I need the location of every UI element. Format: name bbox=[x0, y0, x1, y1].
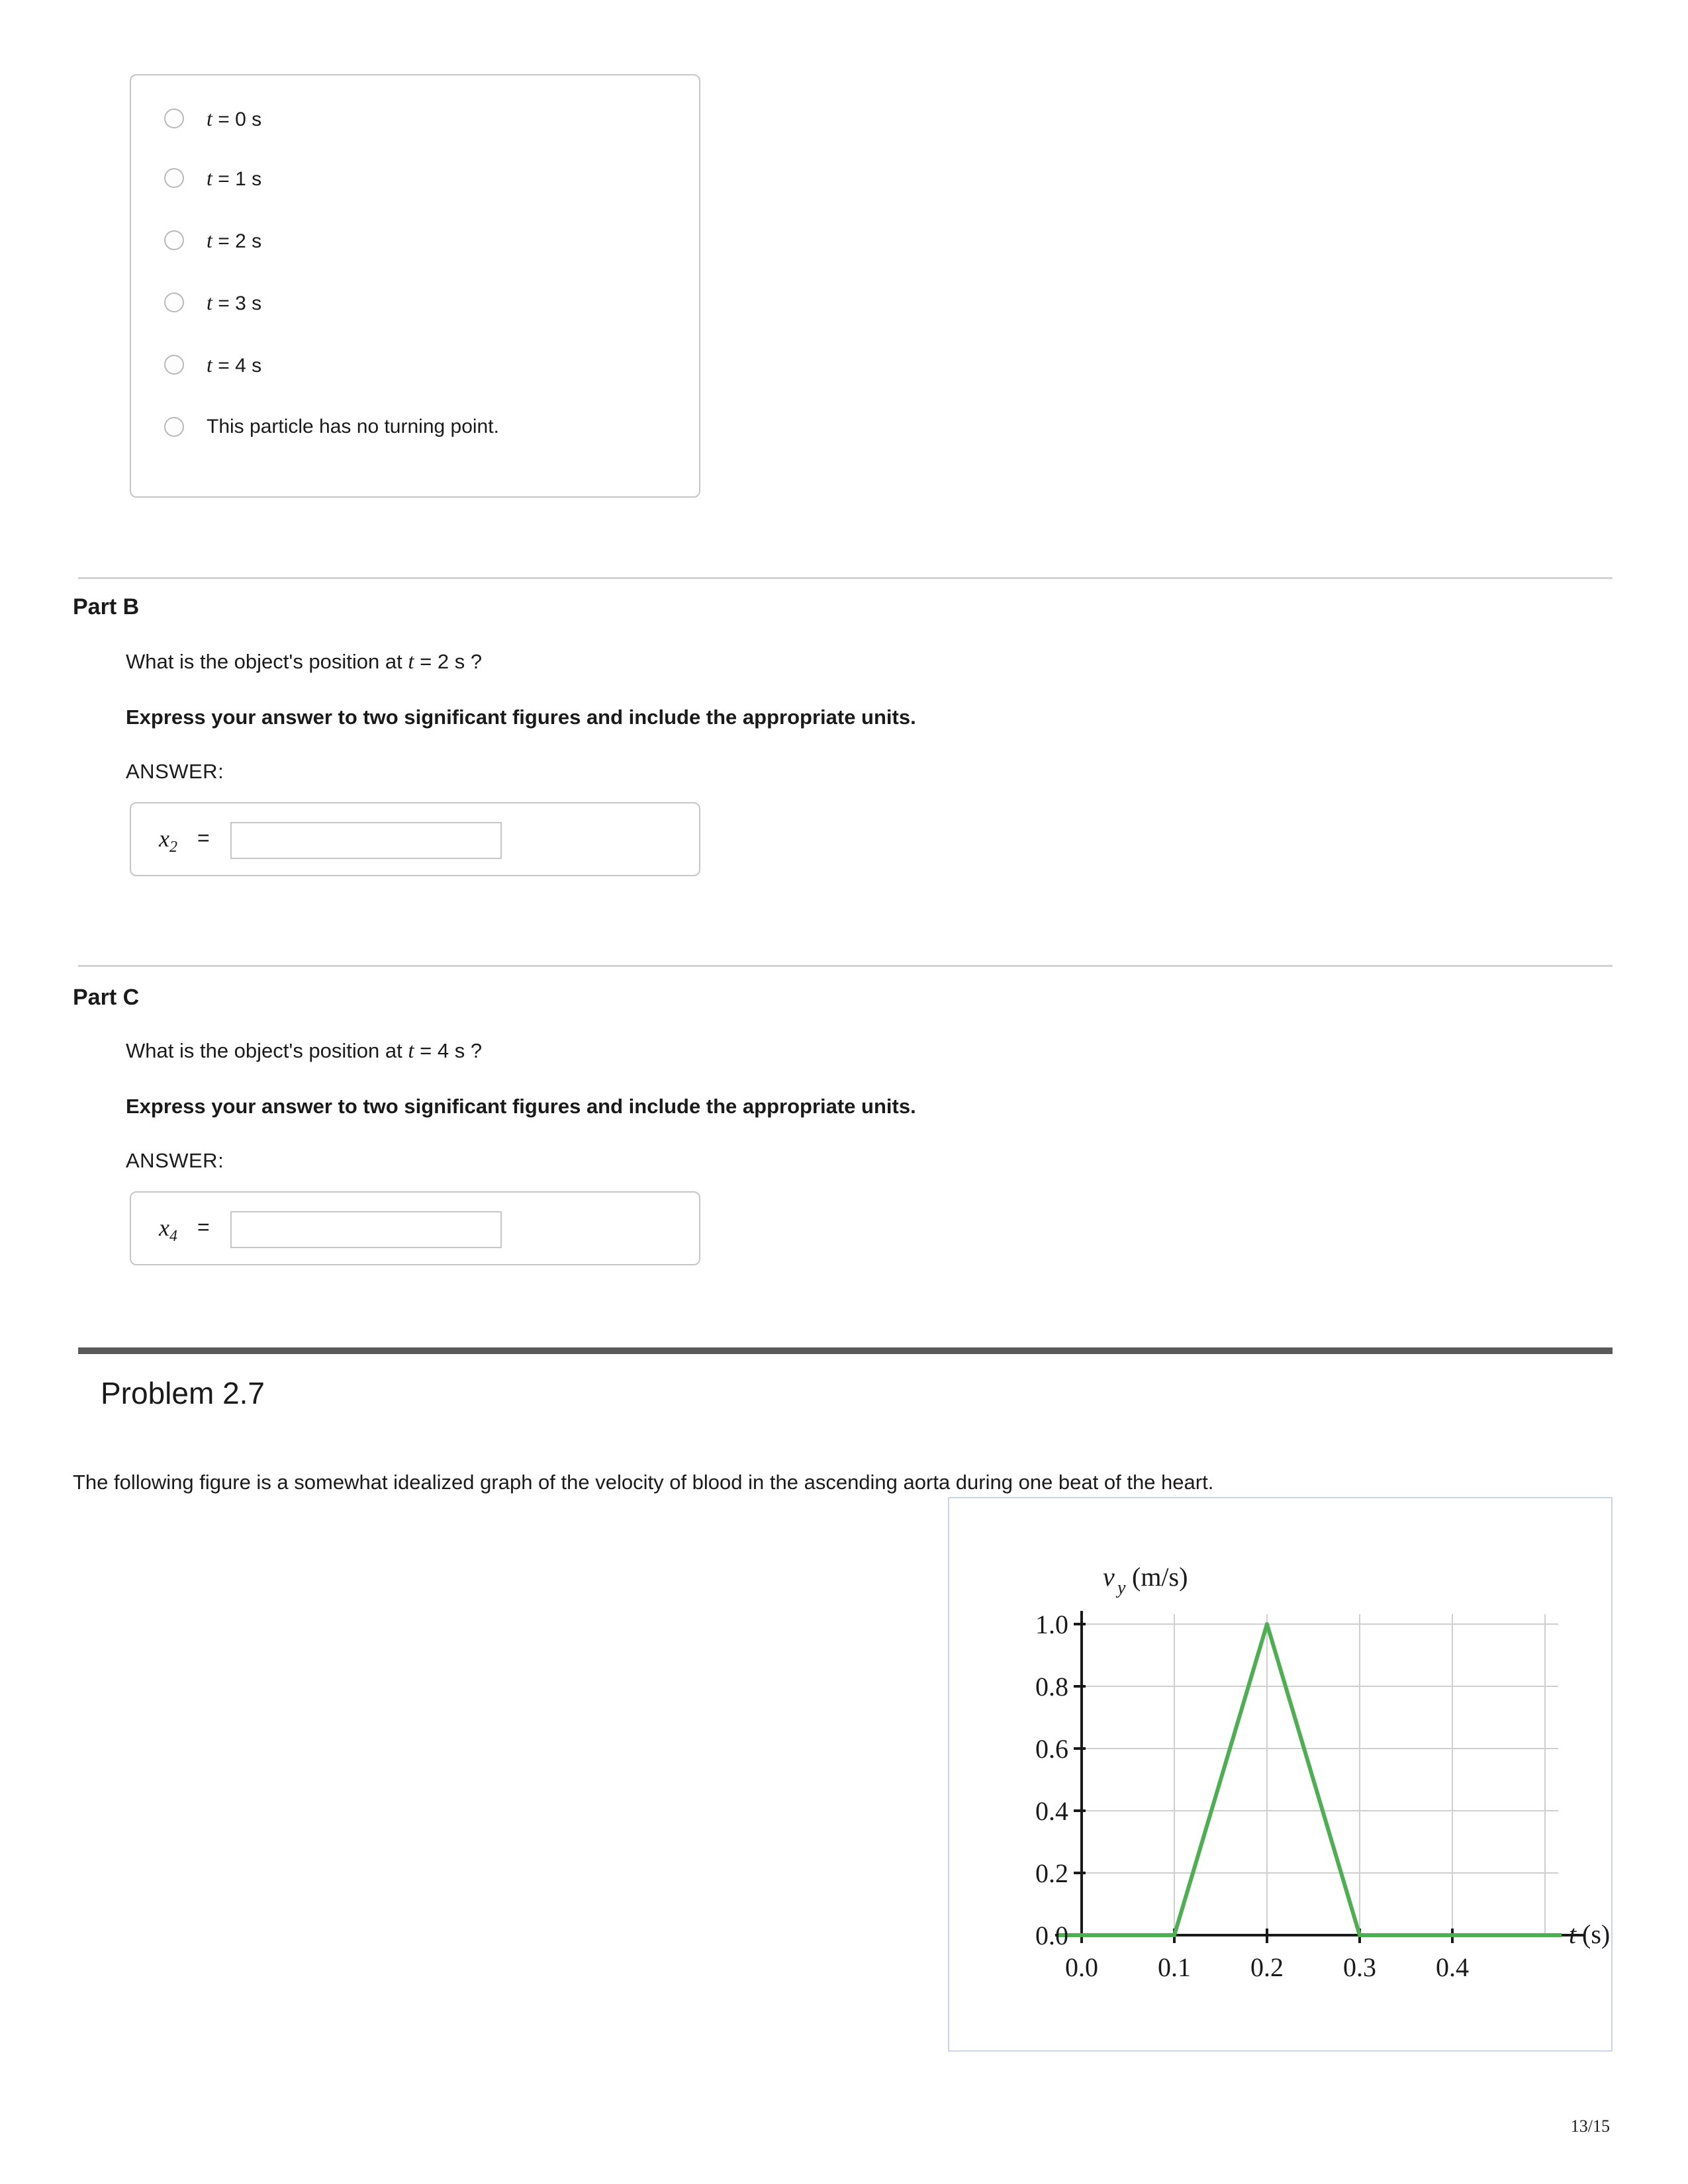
choice-label: t = 4 s bbox=[207, 352, 262, 377]
part-c-variable: $x_4$ bbox=[159, 1214, 177, 1246]
svg-text:(m/s): (m/s) bbox=[1132, 1562, 1188, 1592]
part-c-instruction: Express your answer to two significant figures and include the appropriate units. bbox=[126, 1095, 916, 1118]
svg-text:0.0: 0.0 bbox=[1035, 1921, 1068, 1950]
choice-row[interactable] bbox=[164, 163, 261, 193]
part-b-answer-box bbox=[130, 802, 700, 876]
svg-text:(s): (s) bbox=[1582, 1919, 1611, 1949]
part-b-instruction: Express your answer to two significant figures and include the appropriate units. bbox=[126, 705, 916, 729]
radio-button[interactable] bbox=[164, 230, 184, 250]
svg-text:0.4: 0.4 bbox=[1035, 1796, 1068, 1826]
part-b-heading: Part B bbox=[73, 594, 140, 619]
part-c-answer-label: ANSWER: bbox=[126, 1149, 224, 1172]
part-c-heading: Part C bbox=[73, 985, 140, 1010]
problem-title: Problem 2.7 bbox=[101, 1376, 265, 1410]
choice-label: t = 0 s bbox=[207, 106, 262, 130]
radio-button[interactable] bbox=[164, 293, 184, 312]
problem-intro-text: The following figure is a somewhat idealized graph of the velocity of blood in the ascending aorta during one beat of the heart. bbox=[73, 1471, 1214, 1494]
svg-text:0.2: 0.2 bbox=[1035, 1858, 1068, 1888]
svg-text:0.3: 0.3 bbox=[1343, 1952, 1376, 1982]
svg-text:0.2: 0.2 bbox=[1250, 1952, 1284, 1982]
part-c-answer-input[interactable] bbox=[230, 1211, 502, 1248]
svg-text:y: y bbox=[1117, 1578, 1126, 1598]
section-divider bbox=[78, 965, 1613, 967]
choice-row[interactable] bbox=[164, 349, 261, 380]
velocity-graph-figure bbox=[948, 1497, 1613, 2052]
part-b-equals: = bbox=[197, 826, 210, 850]
svg-text:t: t bbox=[1569, 1919, 1577, 1949]
problem-divider bbox=[78, 1347, 1613, 1354]
part-b-question: What is the object's position at t = 2 s ? bbox=[126, 650, 483, 674]
part-b-variable: $x_2$ bbox=[159, 825, 177, 856]
svg-text:1.0: 1.0 bbox=[1035, 1610, 1068, 1639]
velocity-chart-svg bbox=[949, 1498, 1611, 2050]
choice-row[interactable] bbox=[164, 287, 261, 318]
page-number: 13/15 bbox=[1570, 2116, 1610, 2136]
radio-button[interactable] bbox=[164, 355, 184, 375]
svg-text:0.0: 0.0 bbox=[1065, 1952, 1098, 1982]
part-b-answer-input[interactable] bbox=[230, 822, 502, 859]
choice-label: t = 3 s bbox=[207, 290, 262, 314]
part-c-question: What is the object's position at t = 4 s ? bbox=[126, 1039, 483, 1063]
svg-text:0.4: 0.4 bbox=[1436, 1952, 1469, 1982]
velocity-curve bbox=[1058, 1624, 1562, 1935]
part-b-answer-label: ANSWER: bbox=[126, 760, 224, 783]
part-c-answer-box bbox=[130, 1191, 700, 1265]
radio-button[interactable] bbox=[164, 168, 184, 188]
choice-label: t = 1 s bbox=[207, 165, 262, 190]
radio-button[interactable] bbox=[164, 417, 184, 437]
svg-text:0.8: 0.8 bbox=[1035, 1672, 1068, 1702]
part-a-answer-choices bbox=[130, 74, 700, 498]
choice-label: t = 2 s bbox=[207, 228, 262, 252]
svg-text:v: v bbox=[1103, 1562, 1115, 1592]
section-divider bbox=[78, 577, 1613, 579]
radio-button[interactable] bbox=[164, 109, 184, 128]
choice-label: This particle has no turning point. bbox=[207, 416, 499, 437]
svg-text:0.6: 0.6 bbox=[1035, 1734, 1068, 1764]
choice-row[interactable] bbox=[164, 103, 261, 134]
choice-row[interactable] bbox=[164, 225, 261, 255]
part-c-equals: = bbox=[197, 1215, 210, 1239]
choice-row[interactable] bbox=[164, 412, 499, 442]
svg-text:0.1: 0.1 bbox=[1158, 1952, 1191, 1982]
